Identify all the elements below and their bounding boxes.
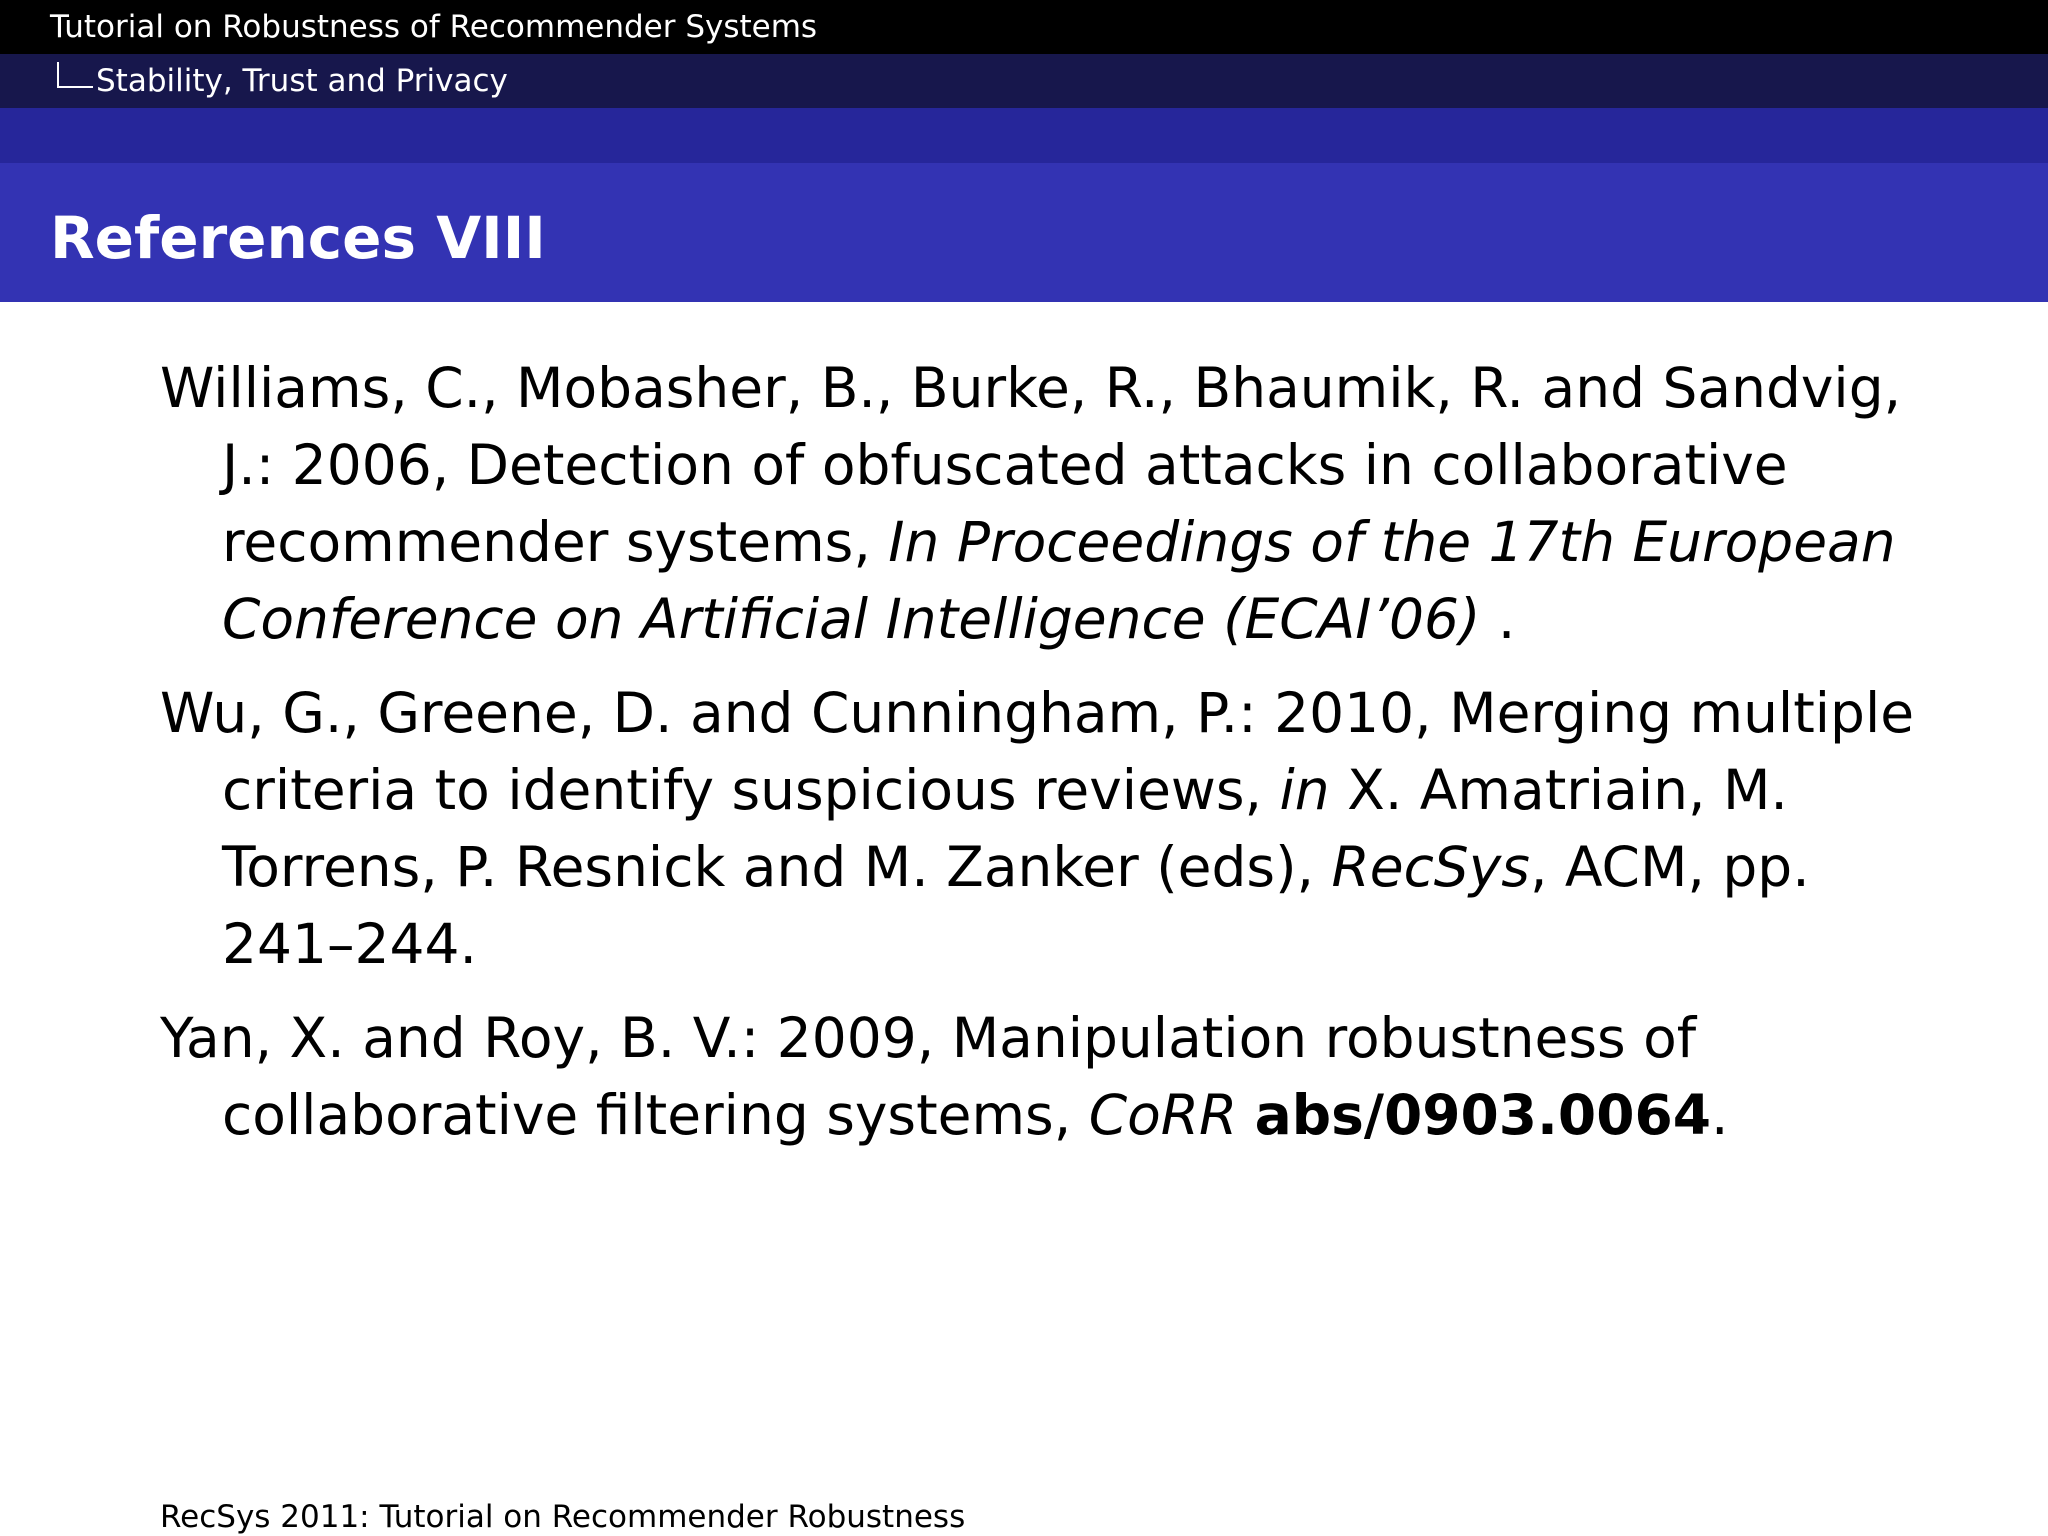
reference-venue: RecSys xyxy=(1331,835,1530,899)
reference-volume: abs/0903.0064 xyxy=(1254,1083,1712,1147)
section-title: Stability, Trust and Privacy xyxy=(96,63,508,99)
reference-end: . xyxy=(1711,1083,1729,1147)
tree-branch-icon xyxy=(57,62,93,88)
reference-item xyxy=(160,675,1920,983)
presentation-header-bar xyxy=(0,0,2048,54)
reference-item xyxy=(160,1000,1920,1154)
section-header-bar xyxy=(0,54,2048,108)
reference-in: in xyxy=(1279,758,1330,822)
reference-authors: Yan, X. and Roy, B. V.: 2009, Manipulation robustness of collaborative filtering systems, xyxy=(160,1006,1697,1147)
reference-venue: CoRR xyxy=(1088,1083,1238,1147)
reference-list xyxy=(160,350,1920,1171)
reference-authors: Williams, C., Mobasher, B., Burke, R., Bhaumik, R. and Sandvig, J.: 2006, Detection of obfuscated attacks in collaborative recommender systems, xyxy=(160,356,1902,574)
reference-authors: Wu, G., Greene, D. and Cunningham, P.: 2010, Merging multiple criteria to identify suspicious reviews, xyxy=(160,681,1915,822)
presentation-title: Tutorial on Robustness of Recommender Systems xyxy=(50,9,818,45)
reference-venue: In Proceedings of the 17th European Conference on Artificial Intelligence (ECAI’06) xyxy=(222,510,1896,651)
reference-item xyxy=(160,350,1920,658)
footer-text: RecSys 2011: Tutorial on Recommender Robustness xyxy=(160,1499,966,1535)
frame-title-bar xyxy=(0,163,2048,302)
reference-editors: X. Amatriain, M. Torrens, P. Resnick and M. Zanker (eds), xyxy=(222,758,1788,899)
header-spacer-bar xyxy=(0,108,2048,163)
reference-end: . xyxy=(1480,587,1516,651)
reference-separator xyxy=(1237,1083,1254,1147)
frame-title: References VIII xyxy=(50,204,546,272)
reference-end: , ACM, pp. 241–244. xyxy=(222,835,1810,976)
